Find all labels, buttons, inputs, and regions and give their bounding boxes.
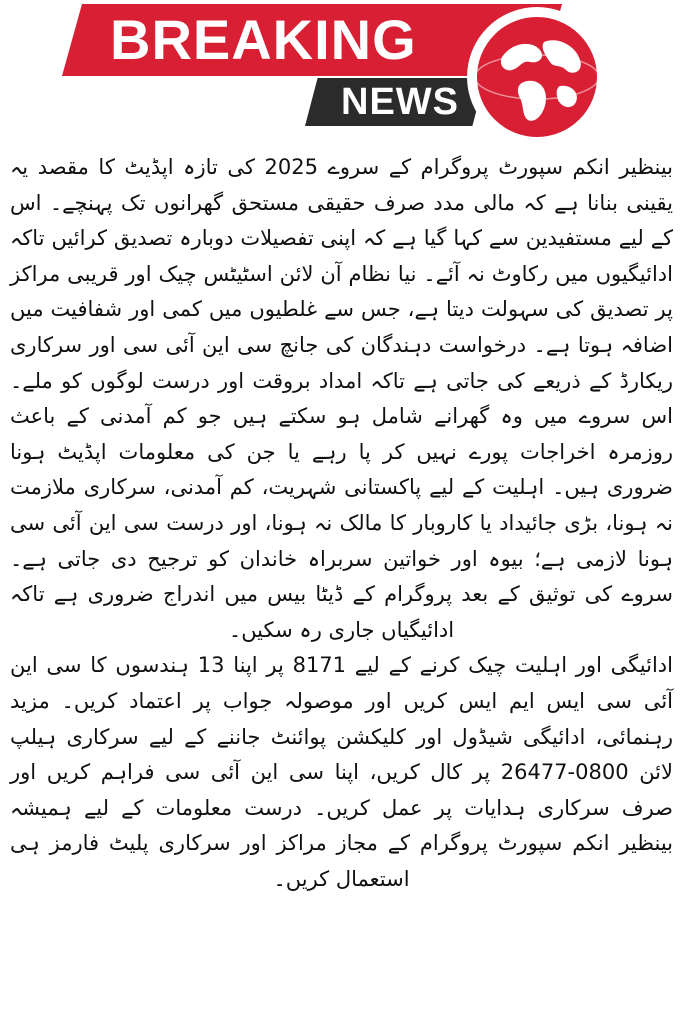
news-label: NEWS [341,81,459,123]
article-paragraph-1: بینظیر انکم سپورٹ پروگرام کے سروے 2025 کی تازہ اپڈیٹ کا مقصد یہ یقینی بنانا ہے کہ مالی مدد صرف حقیقی مستحق گھرانوں تک پہنچے۔ اس کے لیے مستفیدین سے کہا گیا ہے کہ اپنی تفصیلات دوبارہ تصدیق کرائیں تاکہ ادائیگیوں میں رکاوٹ نہ آئے۔ نیا نظام آن لائن اسٹیٹس چیک اور قریبی مراکز پر تصدیق کی سہولت دیتا ہے، جس سے غلطیوں میں کمی اور شفافیت میں اضافہ ہوتا ہے۔ درخواست دہندگان کی جانچ سی این آئی سی اور سرکاری ریکارڈ کے ذریعے کی جاتی ہے تاکہ امداد بروقت اور درست لوگوں کو ملے۔ اس سروے میں وہ گھرانے شامل ہو سکتے ہیں جو کم آمدنی کے باعث روزمرہ اخراجات پورے نہیں کر پا رہے یا جن کی معلومات اپڈیٹ ہونا ضروری ہیں۔ اہلیت کے لیے پاکستانی شہریت، کم آمدنی، سرکاری ملازمت نہ ہونا، بڑی جائیداد یا کاروبار کا مالک نہ ہونا، اور درست سی این آئی سی ہونا لازمی ہے؛ بیوہ اور خواتین سربراہ خاندان کو ترجیح دی جاتی ہے۔ سروے کی توثیق کے بعد پروگرام کے ڈیٹا بیس میں اندراج ضروری ہے تاکہ ادائیگیاں جاری رہ سکیں۔ [10,155,674,642]
breaking-news-banner [0,0,683,140]
article-body [10,150,673,897]
article-paragraph-2: ادائیگی اور اہلیت چیک کرنے کے لیے 8171 پر اپنا 13 ہندسوں کا سی این آئی سی ایس ایم ایس کریں اور موصولہ جواب پر اعتماد کریں۔ مزید رہنمائی، ادائیگی شیڈول اور کلیکشن پوائنٹ جاننے کے لیے سرکاری ہیلپ لائن 0800-26477 پر کال کریں، اپنا سی این آئی سی فراہم کریں اور صرف سرکاری ہدایات پر عمل کریں۔ درست معلومات کے لیے ہمیشہ بینظیر انکم سپورٹ پروگرام کے مجاز مراکز اور سرکاری پلیٹ فارمز ہی استعمال کریں۔ [10,653,673,891]
globe-icon [462,2,612,152]
breaking-label: BREAKING [110,8,417,71]
